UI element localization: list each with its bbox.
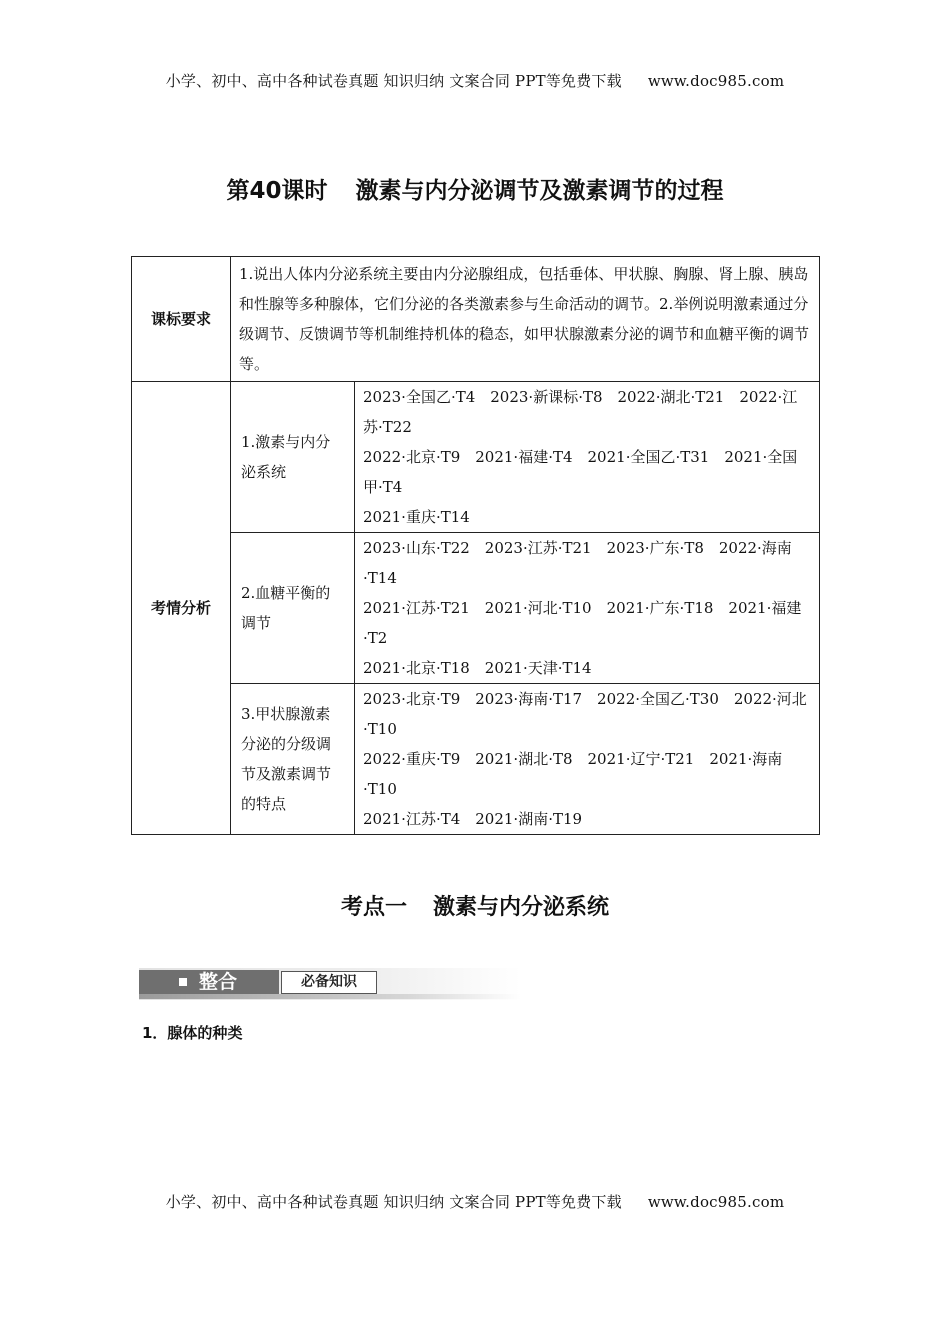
lesson-title-text: 激素与内分泌调节及激素调节的过程 — [355, 178, 724, 204]
topic-name: 3.甲状腺激素分泌的分级调节及激素调节的特点 — [231, 684, 355, 835]
table-row-standards — [132, 257, 820, 382]
table-row-topic-3 — [132, 684, 820, 835]
section-number: 考点一 — [340, 895, 407, 920]
knowledge-banner — [139, 968, 521, 1000]
exam-line: 2023·全国乙·T4 2023·新课标·T8 2022·湖北·T21 2022·江苏·T22 — [363, 388, 798, 436]
standards-text: 1.说出人体内分泌系统主要由内分泌腺组成，包括垂体、甲状腺、胸腺、肾上腺、胰岛和性腺等多种腺体，它们分泌的各类激素参与生命活动的调节。2.举例说明激素通过分级调节、反馈调节等机制维持机体的稳态，如甲状腺激素分泌的调节和血糖平衡的调节等。 — [231, 257, 820, 382]
exam-line: 2022·北京·T9 2021·福建·T4 2021·全国乙·T31 2021·全国甲·T4 — [363, 448, 798, 496]
exam-line: 2021·北京·T18 2021·天津·T14 — [363, 659, 592, 677]
banner-tag: 必备知识 — [281, 971, 377, 994]
topic-exams — [355, 684, 820, 835]
curriculum-table — [131, 256, 820, 835]
topic-name: 2.血糖平衡的调节 — [231, 533, 355, 684]
analysis-label: 考情分析 — [132, 382, 231, 835]
table-row-topic-1 — [132, 382, 820, 533]
topic-name: 1.激素与内分泌系统 — [231, 382, 355, 533]
page-header — [0, 70, 950, 91]
banner-underline — [139, 994, 521, 999]
exam-line: 2023·山东·T22 2023·江苏·T21 2023·广东·T8 2022·海南·T14 — [363, 539, 792, 587]
banner-main — [139, 970, 279, 994]
exam-line: 2021·江苏·T4 2021·湖南·T19 — [363, 810, 583, 828]
standards-label: 课标要求 — [132, 257, 231, 382]
footer-url[interactable]: www.doc985.com — [647, 1193, 785, 1211]
table-row-topic-2 — [132, 533, 820, 684]
square-bullet-icon — [179, 978, 187, 986]
lesson-title — [0, 172, 950, 205]
footer-text: 小学、初中、高中各种试卷真题 知识归纳 文案合同 PPT等免费下载 — [165, 1193, 622, 1211]
section-title-text: 激素与内分泌系统 — [433, 895, 610, 920]
lesson-number: 第40课时 — [226, 178, 328, 204]
header-url[interactable]: www.doc985.com — [647, 72, 785, 90]
header-text: 小学、初中、高中各种试卷真题 知识归纳 文案合同 PPT等免费下载 — [165, 72, 622, 90]
topic-exams — [355, 533, 820, 684]
section-title — [0, 890, 950, 921]
content-heading: 1．腺体的种类 — [142, 1024, 243, 1042]
exam-line: 2021·江苏·T21 2021·河北·T10 2021·广东·T18 2021·福建·T2 — [363, 599, 802, 647]
exam-line: 2021·重庆·T14 — [363, 508, 470, 526]
page-footer — [0, 1191, 950, 1212]
topic-exams — [355, 382, 820, 533]
exam-line: 2023·北京·T9 2023·海南·T17 2022·全国乙·T30 2022·河北·T10 — [363, 690, 807, 738]
banner-main-label: 整合 — [199, 971, 238, 993]
exam-line: 2022·重庆·T9 2021·湖北·T8 2021·辽宁·T21 2021·海南·T10 — [363, 750, 783, 798]
